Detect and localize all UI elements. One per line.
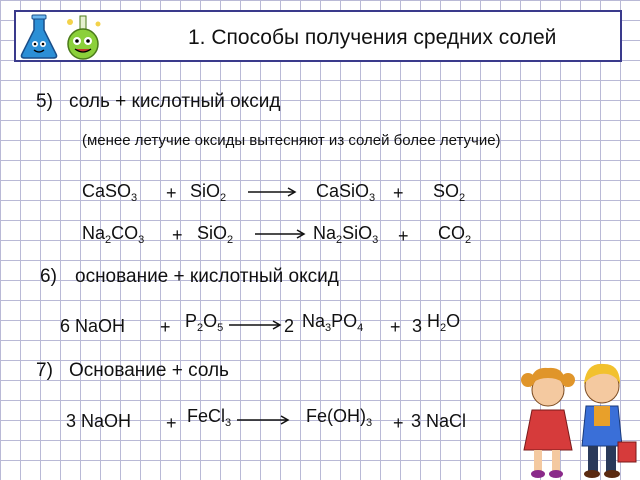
- product: $Na_2SiO_3$: [313, 223, 379, 246]
- reactant: $P_2O_5$: [185, 311, 224, 334]
- plus-sign: +: [166, 183, 177, 203]
- section-6-heading: основание + кислотный оксид: [75, 266, 339, 287]
- reaction-arrow: [237, 415, 291, 425]
- reactant: 6 NaOH: [60, 316, 126, 336]
- product: $Na_3PO_4$: [302, 311, 364, 334]
- page-title: 1. Способы получения средних солей: [188, 26, 557, 49]
- reaction-arrow: [229, 320, 283, 330]
- equation-5-1: CaSO$_3$: [82, 181, 138, 204]
- product: CaSiO$_3$: [316, 181, 376, 204]
- reactant: SiO$_2$: [197, 223, 234, 246]
- section-7-heading: Основание + соль: [69, 360, 229, 381]
- reactant: CaSO: [82, 181, 132, 201]
- coefficient: 2: [284, 316, 295, 336]
- product: $Fe(OH)_3$: [306, 406, 373, 429]
- plus-sign: +: [172, 225, 183, 245]
- reactant: 3 NaOH: [66, 411, 132, 431]
- equation-5-2: $Na_2CO_3$: [82, 223, 145, 246]
- reactant: SiO$_2$: [190, 181, 227, 204]
- product: $SO_2$: [433, 181, 466, 204]
- section-5-note: (менее летучие оксиды вытесняют из солей более летучие): [82, 132, 501, 149]
- reaction-arrow: [248, 187, 298, 197]
- plus-sign: +: [166, 413, 177, 433]
- plus-sign: +: [390, 317, 401, 337]
- section-7-number: 7): [36, 360, 53, 381]
- reaction-arrow: [255, 229, 307, 239]
- title-banner: [14, 10, 622, 62]
- school-children-illustration: [518, 358, 640, 480]
- plus-sign: +: [160, 317, 171, 337]
- coefficient: 3: [412, 316, 423, 336]
- product: 3 NaCl: [411, 411, 467, 431]
- chemistry-flasks-icon: [20, 14, 110, 60]
- product: $H_2O$: [427, 311, 461, 334]
- reactant: FeCl$_3$: [187, 406, 232, 429]
- section-5-heading: соль + кислотный оксид: [69, 91, 281, 112]
- product: $CO_2$: [438, 223, 472, 246]
- section-5-number: 5): [36, 91, 53, 112]
- plus-sign: +: [398, 226, 409, 246]
- section-6-number: 6): [40, 266, 57, 287]
- plus-sign: +: [393, 183, 404, 203]
- plus-sign: +: [393, 413, 404, 433]
